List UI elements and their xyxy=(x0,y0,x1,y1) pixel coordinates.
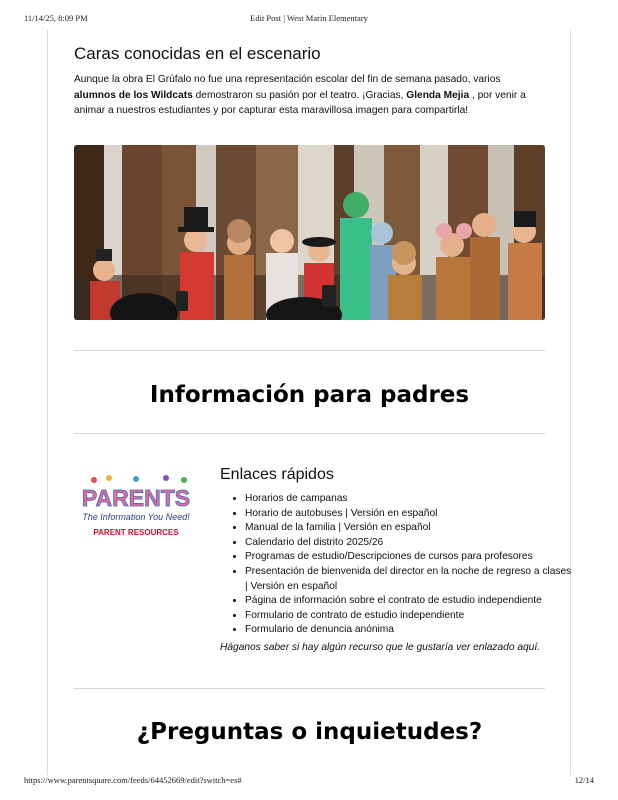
print-url: https://www.parentsquare.com/feeds/64452669/edit?switch=es# xyxy=(24,775,242,785)
quick-links-title: Enlaces rápidos xyxy=(220,466,334,483)
divider xyxy=(74,433,545,434)
print-header xyxy=(0,13,618,27)
quick-links-list xyxy=(220,492,575,638)
intro-text-3: , por venir a animar a nuestros estudiantes y por capturar esta maravillosa imagen para compartirla! xyxy=(74,89,526,116)
intro-bold-name: Glenda Mejia xyxy=(406,89,470,101)
stage-photo xyxy=(74,145,545,320)
quick-link-item[interactable]: • Calendario del distrito 2025/26 xyxy=(245,536,575,551)
logo-parents-word: PARENTS xyxy=(81,485,191,511)
quick-link-item[interactable]: • Formulario de denuncia anónima xyxy=(245,623,575,638)
quick-link-item[interactable]: • Horarios de campanas xyxy=(245,492,575,507)
column-border-right xyxy=(570,30,571,775)
quick-link-item[interactable]: • Programas de estudio/Descripciones de cursos para profesores xyxy=(245,550,575,565)
logo-tagline: The Information You Need! xyxy=(82,512,190,522)
intro-bold-students: alumnos de los Wildcats xyxy=(74,89,193,101)
divider xyxy=(74,350,545,351)
quick-link-item[interactable]: • Página de información sobre el contrato de estudio independiente xyxy=(245,594,575,609)
logo-caption: PARENT RESOURCES xyxy=(93,528,179,537)
intro-paragraph xyxy=(74,72,534,119)
quick-links-note: Háganos saber si hay algún recurso que le gustaría ver enlazado aquí. xyxy=(220,642,540,653)
section-title-familiar-faces: Caras conocidas en el escenario xyxy=(74,44,321,63)
print-page-number: 12/14 xyxy=(574,775,594,785)
intro-text-2: demostraron su pasión por el teatro. ¡Gracias, xyxy=(192,89,407,101)
quick-link-item[interactable]: • Presentación de bienvenida del director en la noche de regreso a clases | Versión en español xyxy=(245,565,575,594)
print-datetime: 11/14/25, 8:09 PM xyxy=(24,13,88,23)
column-border-left xyxy=(47,30,48,775)
quick-link-item[interactable]: • Formulario de contrato de estudio independiente xyxy=(245,609,575,624)
divider xyxy=(74,688,545,689)
print-page-title: Edit Post | West Marin Elementary xyxy=(250,13,368,23)
section-title-parent-info: Información para padres xyxy=(149,382,470,408)
parents-logo xyxy=(74,474,204,544)
quick-link-item[interactable]: • Manual de la familia | Versión en español xyxy=(245,521,575,536)
print-footer xyxy=(0,775,618,789)
quick-link-item[interactable]: • Horario de autobuses | Versión en español xyxy=(245,507,575,522)
intro-text-1: Aunque la obra El Grúfalo no fue una representación escolar del fin de semana pasado, varios xyxy=(74,74,501,85)
section-title-questions: ¿Preguntas o inquietudes? xyxy=(136,719,483,745)
